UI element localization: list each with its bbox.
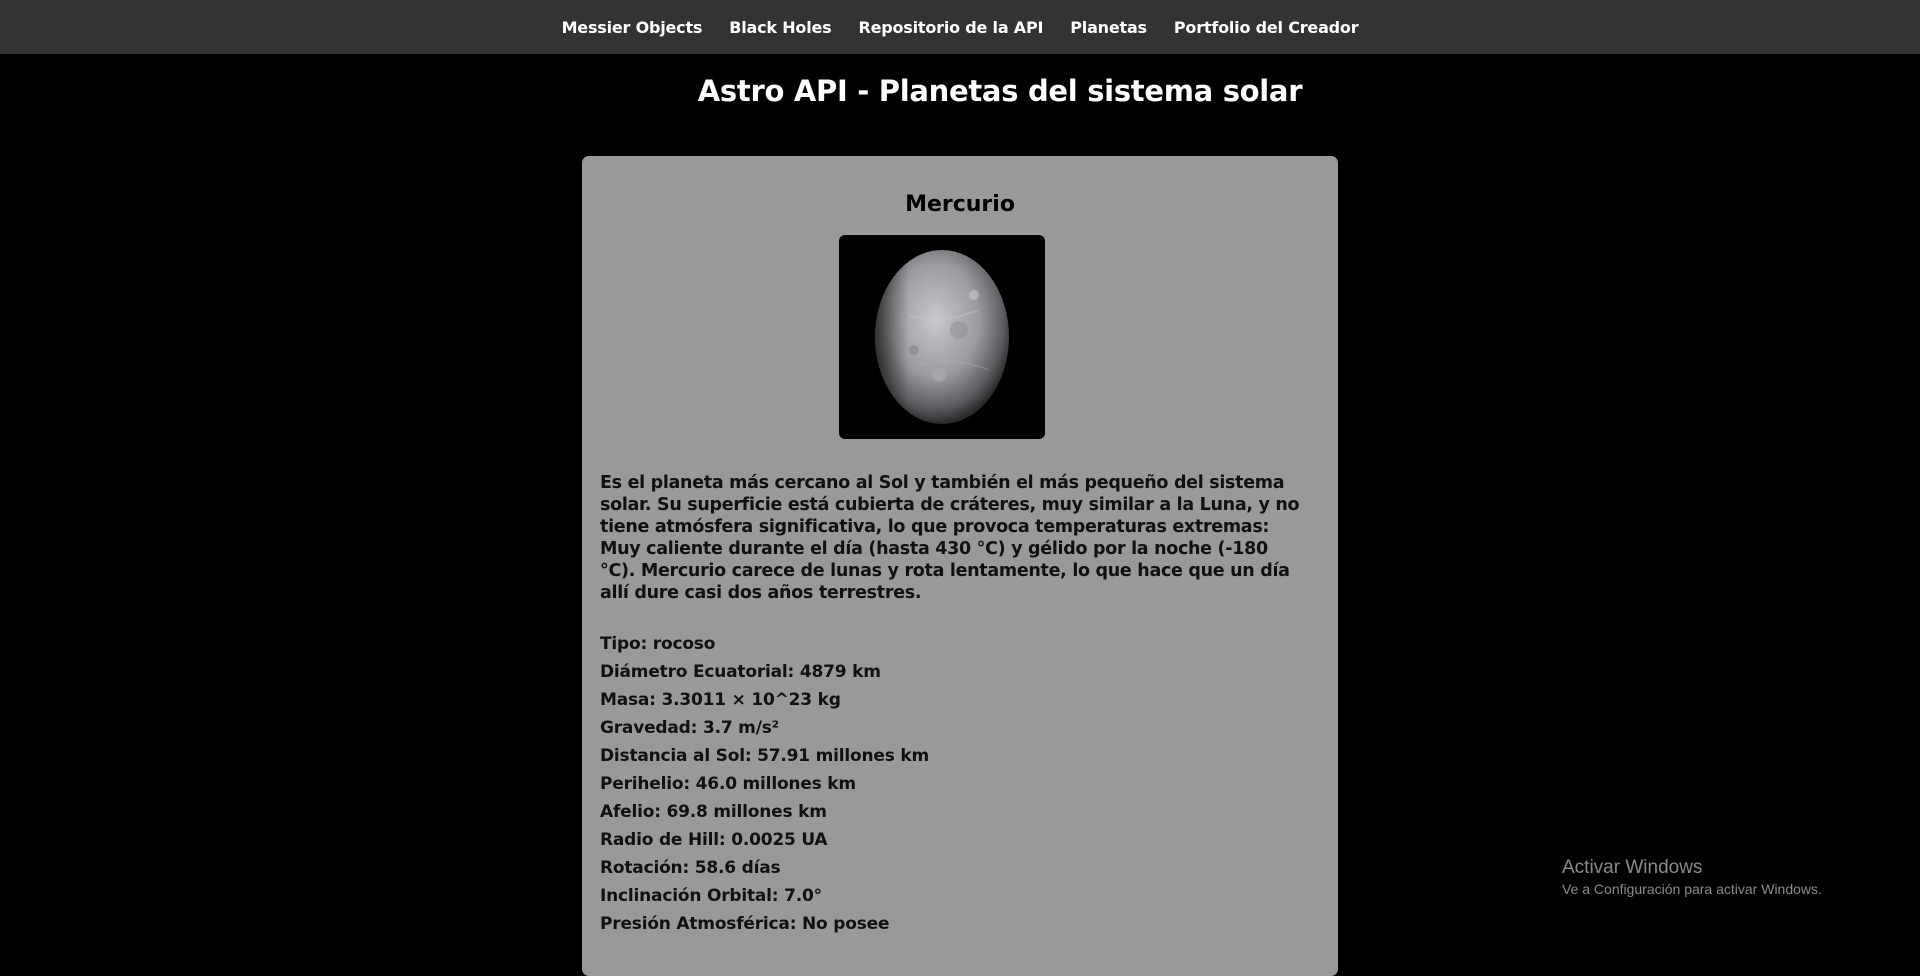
stat-atmospheric-pressure: Presión Atmosférica: No posee bbox=[600, 914, 890, 934]
windows-activation-watermark bbox=[1562, 856, 1822, 898]
stat-aphelion: Afelio: 69.8 millones km bbox=[600, 802, 827, 822]
top-navigation bbox=[0, 0, 1920, 54]
nav-link-creator-portfolio[interactable]: Portfolio del Creador bbox=[1173, 17, 1359, 37]
planet-name: Mercurio bbox=[905, 192, 1015, 217]
mercury-planet-icon bbox=[839, 235, 1045, 439]
stat-perihelion: Perihelio: 46.0 millones km bbox=[600, 774, 856, 794]
nav-link-api-repository[interactable]: Repositorio de la API bbox=[858, 17, 1044, 37]
mercury-planet-image bbox=[839, 235, 1045, 439]
stat-type: Tipo: rocoso bbox=[600, 634, 716, 654]
stat-rotation: Rotación: 58.6 días bbox=[600, 858, 781, 878]
nav-link-black-holes[interactable]: Black Holes bbox=[729, 17, 832, 37]
planet-card bbox=[582, 156, 1338, 976]
planet-stats-list bbox=[600, 630, 929, 938]
page-title: Astro API - Planetas del sistema solar bbox=[697, 74, 1303, 108]
nav-link-messier-objects[interactable]: Messier Objects bbox=[561, 17, 703, 37]
stat-orbital-inclination: Inclinación Orbital: 7.0° bbox=[600, 886, 822, 906]
stat-distance-to-sun: Distancia al Sol: 57.91 millones km bbox=[600, 746, 929, 766]
windows-activation-title: Activar Windows bbox=[1562, 857, 1703, 878]
planet-description: Es el planeta más cercano al Sol y también el más pequeño del sistema solar. Su superficie está cubierta de cráteres, muy similar a la Luna, y no tiene atmósfera significativa, lo que provoca temperaturas extremas: Muy caliente durante el día (hasta 430 °C) y gélido por la noche (-180 °C). Mercurio carece de lunas y rota lentamente, lo que hace que un día allí dure casi dos años terrestres. bbox=[600, 473, 1300, 603]
windows-activation-subtitle: Ve a Configuración para activar Windows. bbox=[1562, 881, 1822, 897]
stat-gravity: Gravedad: 3.7 m/s² bbox=[600, 718, 779, 738]
stat-equatorial-diameter: Diámetro Ecuatorial: 4879 km bbox=[600, 662, 881, 682]
nav-link-planetas[interactable]: Planetas bbox=[1070, 17, 1147, 37]
stat-hill-radius: Radio de Hill: 0.0025 UA bbox=[600, 830, 828, 850]
stat-mass: Masa: 3.3011 × 10^23 kg bbox=[600, 690, 841, 710]
